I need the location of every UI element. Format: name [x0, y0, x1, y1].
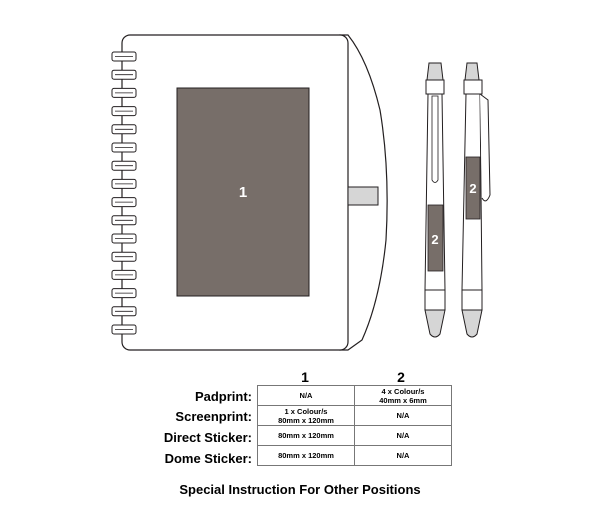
print-spec-table: [257, 385, 452, 466]
special-instruction-footer: Special Instruction For Other Positions: [179, 482, 421, 497]
screenprint-col2: N/A: [355, 406, 452, 426]
screenprint-col1: [258, 406, 355, 426]
table-row: [258, 426, 452, 446]
notebook-strap: [348, 187, 378, 205]
column-header-1: 1: [301, 369, 309, 385]
method-label-direct-sticker: Direct Sticker:: [163, 430, 252, 445]
table-row: [258, 386, 452, 406]
method-label-screenprint: Screenprint:: [175, 409, 252, 424]
padprint-col2: [355, 386, 452, 406]
pen-front: [425, 63, 445, 337]
print-area-2-side-label: 2: [469, 181, 477, 196]
print-area-1-label: 1: [238, 184, 248, 201]
padprint-col2-line2: 40mm x 6mm: [379, 395, 427, 405]
direct-sticker-col1: 80mm x 120mm: [258, 426, 355, 446]
padprint-col1: N/A: [258, 386, 355, 406]
pen-side: [462, 63, 490, 337]
direct-sticker-col2: N/A: [355, 426, 452, 446]
screenprint-col1-line2: 80mm x 120mm: [278, 415, 334, 425]
screenprint-col1-line1: 1 x Colour/s: [284, 406, 328, 416]
padprint-col2-line1: 4 x Colour/s: [381, 386, 425, 396]
column-header-2: 2: [397, 369, 405, 385]
print-area-2-front-label: 2: [431, 232, 439, 247]
dome-sticker-col1: 80mm x 120mm: [258, 446, 355, 466]
table-row: [258, 446, 452, 466]
table-row: [258, 406, 452, 426]
method-label-dome-sticker: Dome Sticker:: [164, 451, 252, 466]
method-label-padprint: Padprint:: [194, 389, 252, 404]
dome-sticker-col2: N/A: [355, 446, 452, 466]
